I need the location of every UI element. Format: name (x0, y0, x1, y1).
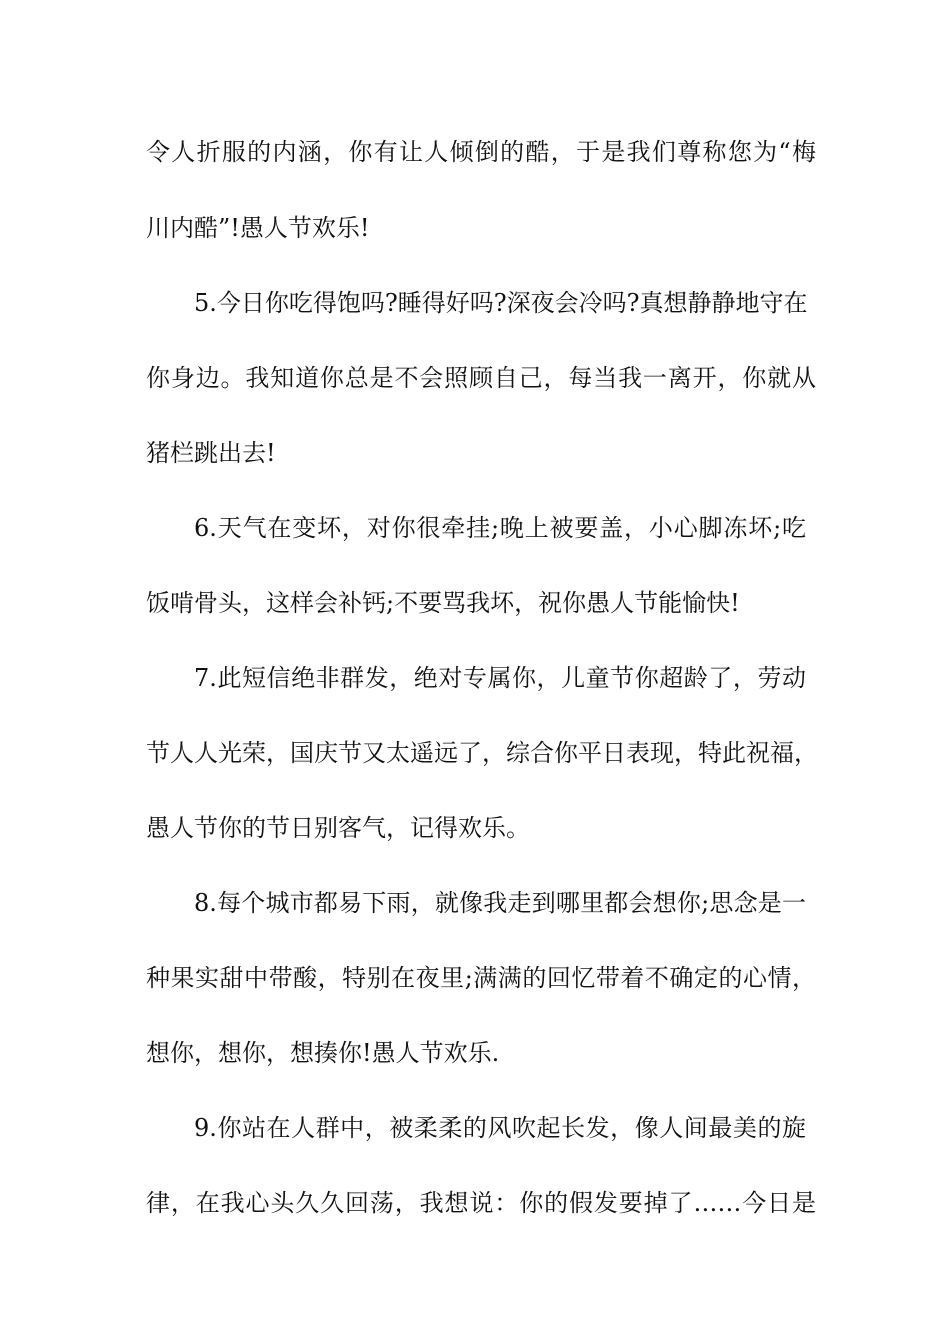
text-line-7: 饭啃骨头，这样会补钙;不要骂我坏，祝你愚人节能愉快! (146, 589, 740, 617)
text-line-8: 7.此短信绝非群发，绝对专属你，儿童节你超龄了，劳动 (194, 664, 806, 692)
text-line-4: 你身边。我知道你总是不会照顾自己，每当我一离开，你就从 (146, 364, 816, 392)
text-line-9: 节人人光荣，国庆节又太遥远了，综合你平日表现，特此祝福， (146, 739, 818, 767)
text-line-10: 愚人节你的节日别客气，记得欢乐。 (146, 814, 530, 842)
text-line-3: 5.今日你吃得饱吗?睡得好吗?深夜会冷吗?真想静静地守在 (194, 289, 808, 317)
text-line-13: 想你，想你，想揍你!愚人节欢乐. (146, 1039, 500, 1067)
text-line-2: 川内酷”!愚人节欢乐! (146, 214, 370, 242)
text-line-14: 9.你站在人群中，被柔柔的风吹起长发，像人间最美的旋 (194, 1114, 806, 1142)
text-line-1: 令人折服的内涵，你有让人倾倒的酷，于是我们尊称您为“梅 (146, 138, 816, 166)
text-line-12: 种果实甜中带酸，特别在夜里;满满的回忆带着不确定的心情， (146, 964, 816, 992)
text-line-15: 律，在我心头久久回荡，我想说：你的假发要掉了……今日是 (146, 1189, 816, 1217)
text-line-11: 8.每个城市都易下雨，就像我走到哪里都会想你;思念是一 (194, 889, 806, 917)
text-line-6: 6.天气在变坏，对你很牵挂;晚上被要盖，小心脚冻坏;吃 (194, 514, 806, 542)
text-line-5: 猪栏跳出去! (146, 439, 276, 467)
